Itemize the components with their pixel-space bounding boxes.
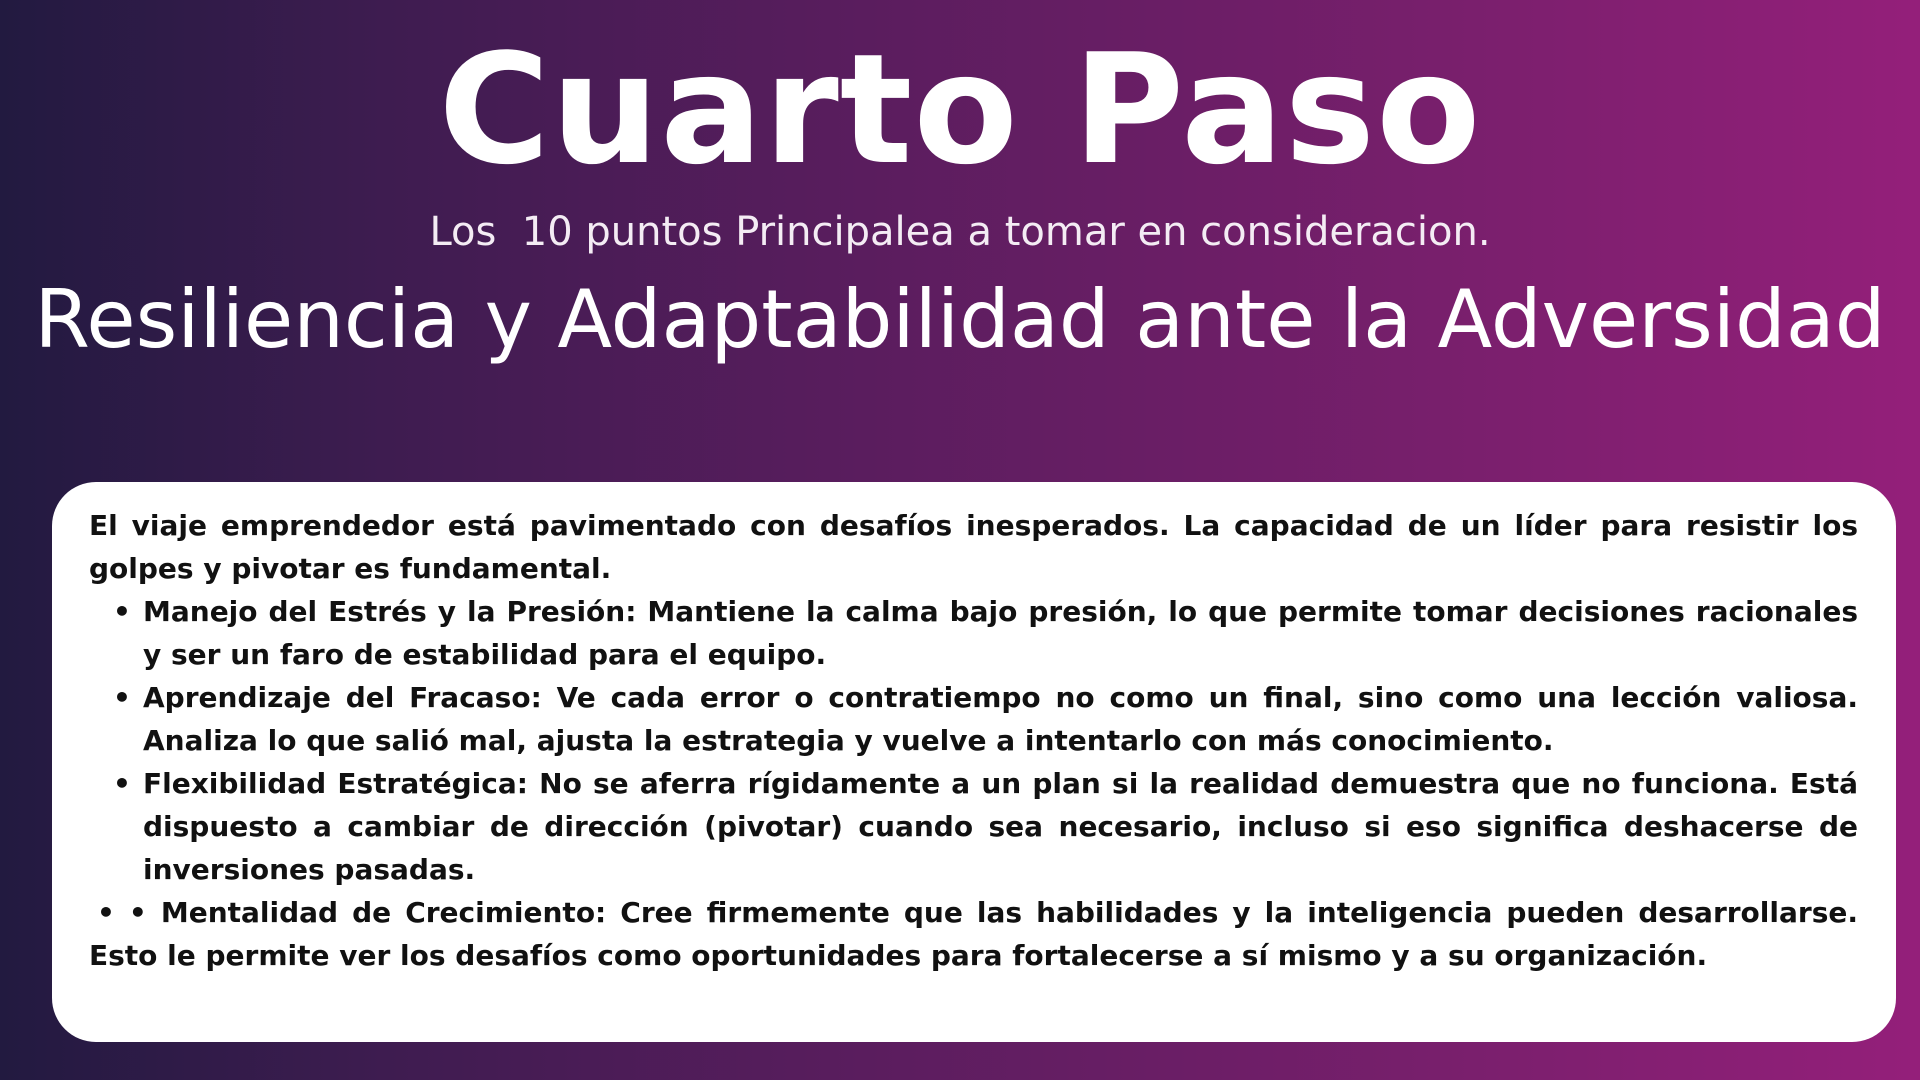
list-item-text: Flexibilidad Estratégica: No se aferra rígidamente a un plan si la realidad demuestra que no funciona. Está dispuesto a cambiar de dirección (pivotar) cuando sea necesario, incluso si eso significa deshacerse de inversiones pasadas.	[143, 767, 1858, 886]
list-item	[113, 762, 1858, 891]
slide-subtitle: Los 10 puntos Principalea a tomar en consideracion.	[429, 209, 1491, 255]
list-item	[113, 590, 1858, 676]
slide-title: Cuarto Paso	[438, 21, 1482, 198]
bullet-icon: •	[113, 767, 131, 800]
content-card	[52, 482, 1896, 1042]
growth-mindset-text: Mentalidad de Crecimiento: Cree firmemente que las habilidades y la inteligencia pueden desarrollarse. Esto le permite ver los desafíos como oportunidades para fortalecerse a sí mismo y a su organización.	[89, 896, 1858, 972]
list-item	[113, 676, 1858, 762]
list-item-text: Manejo del Estrés y la Presión: Mantiene la calma bajo presión, lo que permite tomar decisiones racionales y ser un faro de estabilidad para el equipo.	[143, 595, 1858, 671]
double-bullet-icon: • •	[97, 896, 147, 929]
list-item-text: Aprendizaje del Fracaso: Ve cada error o contratiempo no como un final, sino como una lección valiosa. Analiza lo que salió mal, ajusta la estrategia y vuelve a intentarlo con más conocimiento.	[143, 681, 1858, 757]
growth-mindset-paragraph	[89, 891, 1858, 977]
bullet-list	[89, 590, 1858, 891]
slide-heading: Resiliencia y Adaptabilidad ante la Adversidad	[34, 273, 1886, 366]
bullet-icon: •	[113, 595, 131, 628]
bullet-icon: •	[113, 681, 131, 714]
intro-paragraph: El viaje emprendedor está pavimentado con desafíos inesperados. La capacidad de un líder para resistir los golpes y pivotar es fundamental.	[89, 509, 1858, 585]
